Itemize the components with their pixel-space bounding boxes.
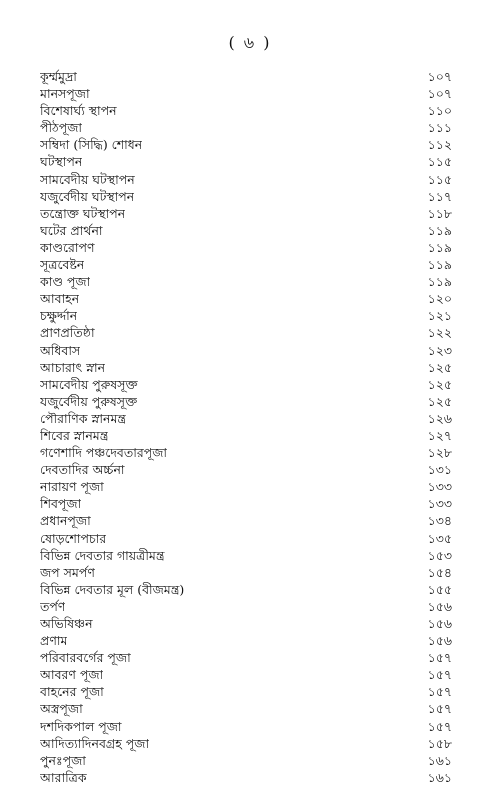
toc-entry-page-number: ১২২ — [427, 325, 452, 341]
toc-entry — [40, 444, 452, 461]
toc-entry-page-number: ১২৭ — [427, 427, 452, 443]
toc-entry-title: আবরণ পূজা — [40, 667, 104, 683]
toc-entry-title: ঘটস্থাপন — [40, 154, 83, 170]
toc-entry-page-number: ১২৫ — [427, 359, 452, 375]
toc-entry-title: বিভিন্ন দেবতার গায়ত্রীমন্ত্র — [40, 547, 165, 563]
toc-entry — [40, 119, 452, 136]
toc-entry — [40, 153, 452, 170]
toc-entry — [40, 700, 452, 717]
toc-entry — [40, 324, 452, 341]
toc-entry-page-number: ১৫৮ — [427, 735, 452, 751]
toc-entry-page-number: ১৬১ — [427, 769, 452, 785]
toc-entry-page-number: ১১৫ — [427, 154, 452, 170]
toc-entry — [40, 256, 452, 273]
toc-entry — [40, 307, 452, 324]
toc-entry-title: জপ সমর্পণ — [40, 564, 95, 580]
toc-entry-title: দশদিকপাল পূজা — [40, 718, 122, 734]
table-of-contents — [40, 68, 452, 786]
toc-entry-title: বাহনের পূজা — [40, 684, 104, 700]
toc-entry-title: যজুর্বেদীয় ঘটস্থাপন — [40, 188, 135, 204]
toc-entry — [40, 769, 452, 786]
toc-entry-title: সূত্রবেষ্টন — [40, 257, 85, 273]
toc-entry-page-number: ১২৮ — [427, 445, 452, 461]
toc-entry-page-number: ১৬১ — [427, 752, 452, 768]
toc-entry — [40, 581, 452, 598]
toc-entry-page-number: ১৫৭ — [427, 684, 452, 700]
toc-entry — [40, 410, 452, 427]
toc-entry-page-number: ১৫৭ — [427, 701, 452, 717]
toc-entry-page-number: ১২০ — [427, 291, 452, 307]
toc-entry-page-number: ১৩৩ — [427, 479, 452, 495]
toc-entry — [40, 683, 452, 700]
toc-entry-title: সম্বিদা (সিদ্ধি) শোধন — [40, 137, 143, 153]
toc-entry-page-number: ১১৫ — [427, 171, 452, 187]
toc-entry-title: পীঠপূজা — [40, 120, 83, 136]
toc-entry — [40, 512, 452, 529]
toc-entry-page-number: ১২৩ — [427, 342, 452, 358]
toc-entry-page-number: ১১৯ — [427, 222, 452, 238]
toc-entry — [40, 666, 452, 683]
toc-entry — [40, 530, 452, 547]
toc-entry-page-number: ১২১ — [427, 308, 452, 324]
toc-entry-title: আবাহন — [40, 291, 80, 307]
toc-entry-page-number: ১৫৩ — [427, 547, 452, 563]
toc-entry-title: প্রণাম — [40, 633, 68, 649]
toc-entry-page-number: ১১৭ — [427, 188, 452, 204]
toc-entry — [40, 564, 452, 581]
toc-entry-page-number: ১৫৭ — [427, 667, 452, 683]
toc-entry — [40, 68, 452, 85]
toc-entry — [40, 718, 452, 735]
toc-entry-title: সামবেদীয় পুরুষসূক্ত — [40, 376, 138, 392]
toc-entry-title: তর্পণ — [40, 598, 66, 614]
toc-entry — [40, 136, 452, 153]
toc-entry-title: অভিষিঞ্চন — [40, 616, 93, 631]
toc-entry — [40, 615, 452, 632]
toc-entry-page-number: ১৫৪ — [427, 564, 452, 580]
toc-entry — [40, 273, 452, 290]
toc-entry-page-number: ১৫৭ — [427, 650, 452, 666]
toc-entry-title: আচারাৎ স্নান — [40, 359, 106, 375]
toc-entry — [40, 735, 452, 752]
toc-entry-page-number: ১৫৫ — [427, 581, 452, 597]
toc-entry-title: ষোড়শোপচার — [40, 530, 107, 546]
toc-entry-page-number: ১১১ — [427, 120, 452, 136]
toc-entry — [40, 290, 452, 307]
toc-entry-title: বিশেষার্ঘ্য স্থাপন — [40, 103, 117, 119]
toc-entry-page-number: ১২৫ — [427, 376, 452, 392]
toc-entry-title: চক্ষুর্দ্দান — [40, 308, 78, 324]
toc-entry — [40, 102, 452, 119]
toc-entry-title: পৌরাণিক স্নানমন্ত্র — [40, 410, 127, 426]
page-number: ( ৬ ) — [228, 33, 272, 52]
toc-entry-title: আরাত্রিক — [40, 769, 87, 785]
toc-entry-title: প্রাণপ্রতিষ্ঠা — [40, 325, 95, 341]
toc-entry-title: শিবের স্নানমন্ত্র — [40, 427, 109, 443]
toc-entry-page-number: ১০৭ — [427, 86, 452, 102]
toc-entry-title: গণেশাদি পঞ্চদেবতারপূজা — [40, 445, 168, 461]
toc-entry — [40, 598, 452, 615]
toc-entry-page-number: ১৫৬ — [427, 598, 452, 614]
toc-entry-page-number: ১১৮ — [427, 205, 452, 221]
toc-entry-page-number: ১৫৬ — [427, 616, 452, 631]
toc-entry-title: নারায়ণ পূজা — [40, 479, 104, 495]
toc-entry — [40, 547, 452, 564]
toc-entry — [40, 427, 452, 444]
toc-entry — [40, 376, 452, 393]
toc-entry-page-number: ১৩৪ — [427, 513, 452, 529]
toc-entry — [40, 205, 452, 222]
toc-entry-title: মানসপূজা — [40, 86, 90, 102]
toc-entry-title: পরিবারবর্গের পূজা — [40, 650, 131, 666]
toc-entry — [40, 239, 452, 256]
toc-entry-page-number: ১১৯ — [427, 239, 452, 255]
toc-entry — [40, 461, 452, 478]
toc-entry — [40, 478, 452, 495]
toc-entry-title: দেবতাদির অর্চ্চনা — [40, 462, 125, 478]
toc-entry-page-number: ১১৯ — [427, 274, 452, 290]
toc-entry — [40, 393, 452, 410]
toc-entry-title: প্রধানপূজা — [40, 513, 91, 529]
toc-entry-page-number: ১১২ — [427, 137, 452, 153]
toc-entry — [40, 632, 452, 649]
toc-entry-page-number: ১১৯ — [427, 257, 452, 273]
toc-entry-page-number: ১৫৭ — [427, 718, 452, 734]
toc-entry-page-number: ১০৭ — [427, 69, 452, 84]
toc-entry-title: অধিবাস — [40, 342, 81, 358]
toc-entry — [40, 171, 452, 188]
toc-entry-title: সামবেদীয় ঘটস্থাপন — [40, 171, 135, 187]
toc-entry-title: কূর্ম্মমুদ্রা — [40, 69, 77, 84]
toc-entry-title: যজুর্বেদীয় পুরুষসূক্ত — [40, 393, 138, 409]
toc-entry-title: কাণ্ড পূজা — [40, 274, 91, 290]
toc-entry — [40, 752, 452, 769]
toc-entry-page-number: ১৫৬ — [427, 633, 452, 649]
toc-entry — [40, 188, 452, 205]
toc-entry — [40, 222, 452, 239]
toc-entry-page-number: ১৩৫ — [427, 530, 452, 546]
toc-entry-title: অস্ত্রপূজা — [40, 701, 83, 717]
toc-entry-title: আদিত্যাদিনবগ্রহ পূজা — [40, 735, 150, 751]
toc-entry — [40, 342, 452, 359]
toc-entry-page-number: ১২৬ — [427, 410, 452, 426]
toc-entry-page-number: ১২৫ — [427, 393, 452, 409]
toc-entry-title: পুনঃপূজা — [40, 752, 86, 768]
toc-entry — [40, 359, 452, 376]
toc-entry-title: তন্ত্রোক্ত ঘটস্থাপন — [40, 205, 126, 221]
toc-entry — [40, 649, 452, 666]
toc-entry — [40, 85, 452, 102]
toc-entry-title: বিভিন্ন দেবতার মূল (বীজমন্ত্র) — [40, 581, 185, 597]
toc-entry-page-number: ১৩৩ — [427, 496, 452, 512]
toc-entry-page-number: ১৩১ — [427, 462, 452, 478]
toc-entry — [40, 495, 452, 512]
toc-entry-title: শিবপূজা — [40, 496, 82, 512]
toc-entry-page-number: ১১০ — [427, 103, 452, 119]
toc-entry-title: কাণ্ডরোপণ — [40, 239, 95, 255]
toc-entry-title: ঘটের প্রার্থনা — [40, 222, 103, 238]
